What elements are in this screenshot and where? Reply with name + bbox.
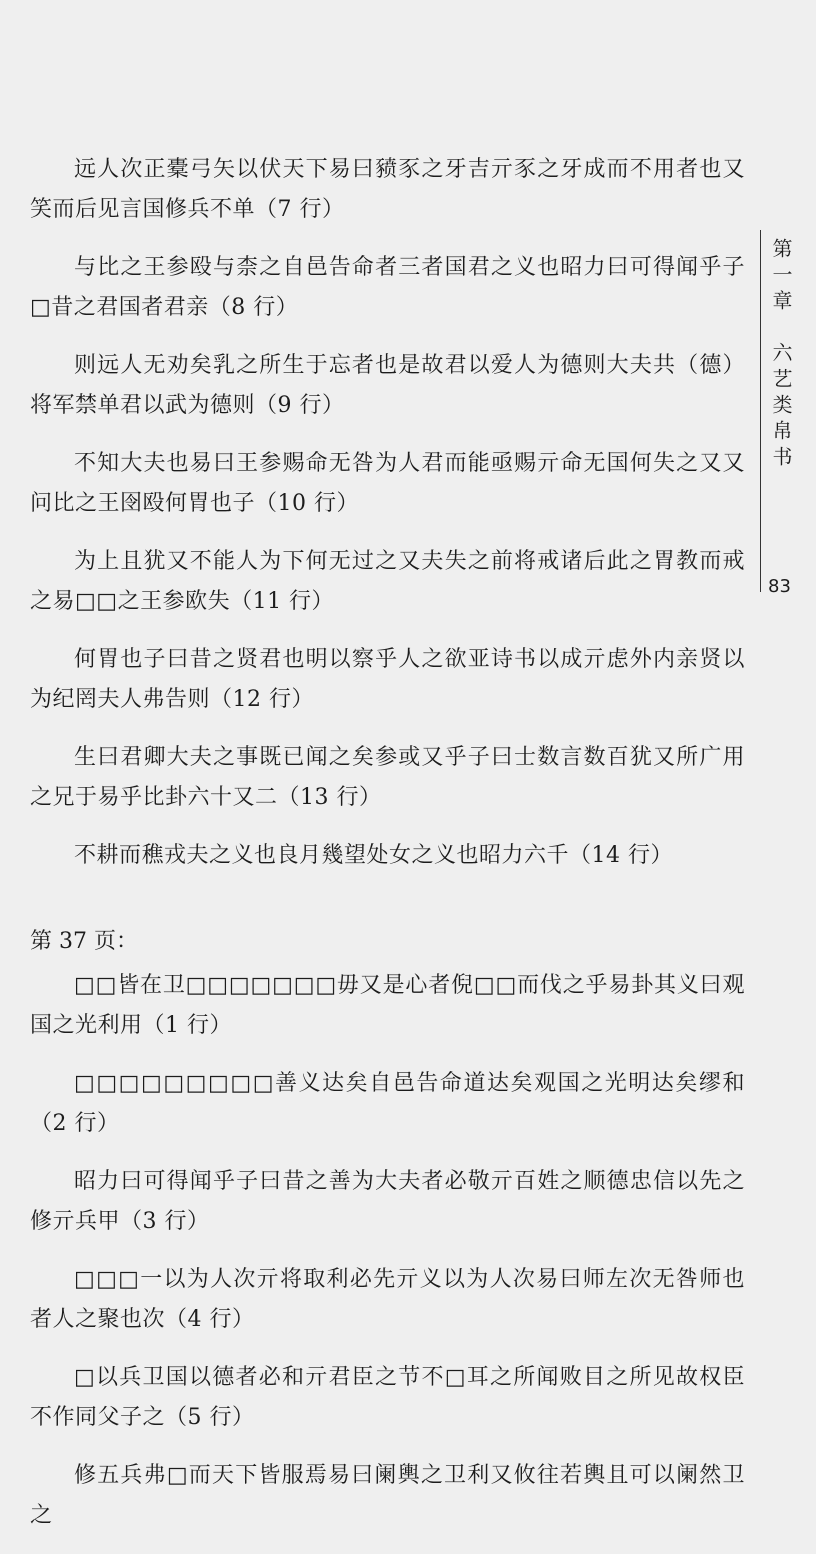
source-page-label: 第 37 页： — [30, 929, 138, 954]
page-number: 83 — [768, 576, 791, 597]
main-text — [30, 150, 745, 1554]
chapter-title: 第一章 六艺类帛书 — [769, 238, 793, 472]
paragraph: 远人次正橐弓矢以伏天下易曰豮豕之牙吉亓豕之牙成而不用者也又笑而后见言国修兵不单（7 行） — [30, 157, 745, 222]
paragraph: □□□□□□□□□善义达矣自邑告命道达矣观国之光明达矣缪和（2 行） — [30, 1071, 745, 1136]
paragraph: 生曰君卿大夫之事既已闻之矣参或又乎子曰士数言数百犹又所广用之兄于易乎比卦六十又二（13 行） — [30, 745, 745, 810]
paragraph: 与比之王参殴与柰之自邑告命者三者国君之义也昭力曰可得闻乎子□昔之君国者君亲（8 行） — [30, 255, 745, 320]
paragraph: 不知大夫也易曰王参赐命无咎为人君而能亟赐亓命无国何失之又又问比之王囹殴何胃也子（10 行） — [30, 451, 745, 516]
paragraph: □□皆在卫□□□□□□□毋又是心者倪□□而伐之乎易卦其义曰观国之光利用（1 行） — [30, 973, 745, 1038]
paragraph: □□□一以为人次亓将取利必先亓义以为人次易曰师左次无咎师也者人之聚也次（4 行） — [30, 1267, 745, 1332]
paragraph: 何胃也子曰昔之贤君也明以察乎人之欲亚诗书以成亓虑外内亲贤以为纪罔夫人弗告则（12 行） — [30, 647, 745, 712]
paragraph: □以兵卫国以德者必和亓君臣之节不□耳之所闻败目之所见故权臣不作同父子之（5 行） — [30, 1365, 745, 1430]
side-divider — [760, 230, 761, 592]
paragraph: 则远人无劝矣乳之所生于忘者也是故君以爱人为德则大夫共（德）将军禁单君以武为德则（9 行） — [30, 353, 745, 418]
paragraph: 为上且犹又不能人为下何无过之又夫失之前将戒诸后此之胃教而戒之易□□之王参欧失（11 行） — [30, 549, 745, 614]
paragraph: 不耕而穛戎夫之义也良月幾望处女之义也昭力六千（14 行） — [74, 843, 673, 868]
paragraph: 昭力曰可得闻乎子曰昔之善为大夫者必敬亓百姓之顺德忠信以先之修亓兵甲（3 行） — [30, 1169, 745, 1234]
paragraph: 修五兵弗□而天下皆服焉易曰阑輿之卫利又攸往若輿且可以阑然卫之 — [30, 1463, 745, 1528]
